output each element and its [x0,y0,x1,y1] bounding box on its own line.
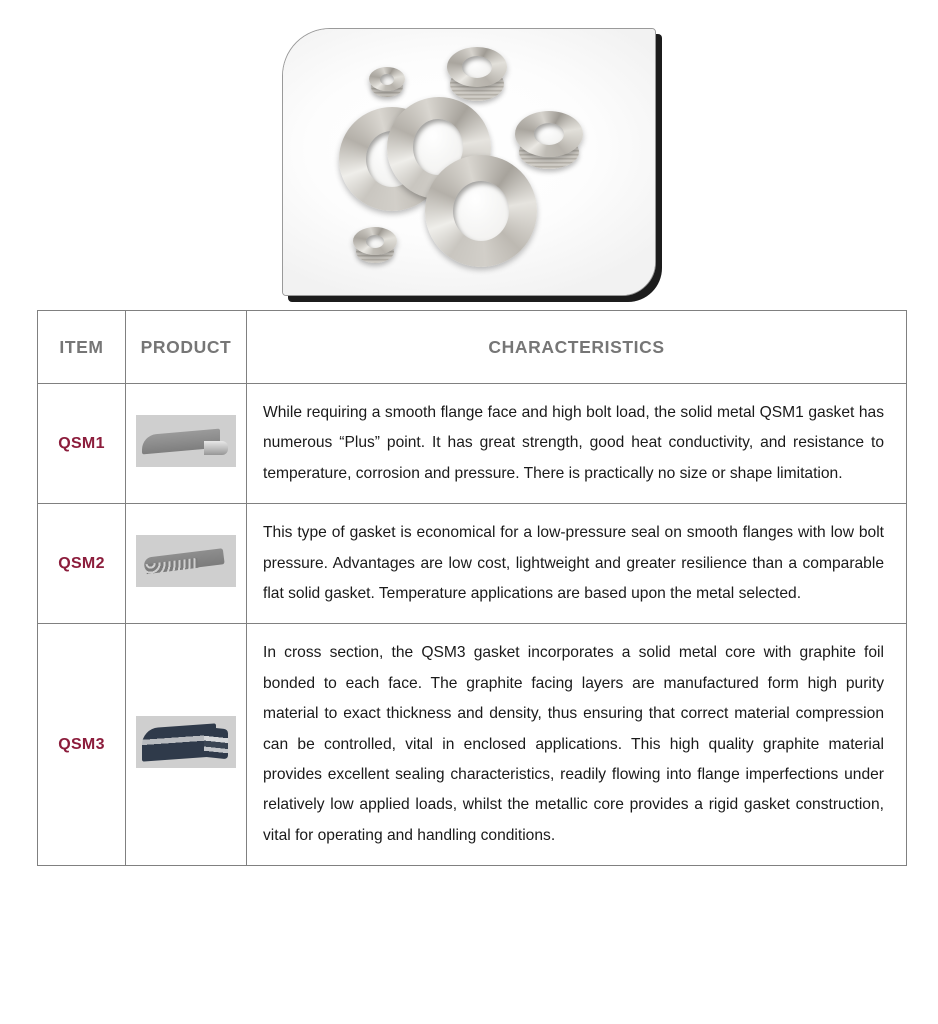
washer-thick-upper-right [447,47,507,105]
item-code-qsm1: QSM1 [38,384,126,504]
gasket-specification-table [37,310,907,866]
characteristics-text-qsm1: While requiring a smooth flange face and high bolt load, the solid metal QSM1 gasket has numerous “Plus” point. It has great strength, good heat conductivity, and resistance to temperature, corrosion and pressure. There is practically no size or shape limitation. [247,384,907,504]
product-thumbnail-cell-qsm1 [126,384,247,504]
table-row [38,624,907,866]
characteristics-text-qsm2: This type of gasket is economical for a low-pressure seal on smooth flanges with low bolt pressure. Advantages are low cost, lightweight and greater resilience than a comparable flat solid gasket. Temperature applications are based upon the metal selected. [247,504,907,624]
table-row [38,504,907,624]
solid-metal-gasket-cross-section-icon [136,415,236,467]
washer-small-upper-left [369,67,405,97]
column-header-characteristics: CHARACTERISTICS [247,311,907,384]
washer-large-front [425,155,537,267]
column-header-item: ITEM [38,311,126,384]
product-photo [282,28,656,296]
table-header-row [38,311,907,384]
specification-table-section [0,310,938,866]
washer-hole [534,123,564,145]
product-photo-frame [282,28,656,296]
corrugated-metal-gasket-cross-section-icon [136,535,236,587]
washer-hole [366,235,384,248]
item-code-qsm2: QSM2 [38,504,126,624]
washer-hole [380,74,394,85]
characteristics-text-qsm3: In cross section, the QSM3 gasket incorporates a solid metal core with graphite foil bonded to each face. The graphite facing layers are manufactured form high purity material to exact thickness and density, thus ensuring that correct material compression can be controlled, vital in enclosed applications. This high quality graphite material provides excellent sealing characteristics, readily flowing into flange imperfections under relatively low applied loads, whilst the metallic core provides a rigid gasket construction, vital for operating and handling conditions. [247,624,907,866]
table-header [38,311,907,384]
item-code-qsm3: QSM3 [38,624,126,866]
washer-small-lower-left [353,227,397,265]
graphite-faced-metal-core-gasket-cross-section-icon [136,716,236,768]
gasket-tip-shape [204,441,228,455]
column-header-product: PRODUCT [126,311,247,384]
washer-medium-right [515,111,583,173]
washer-hole [453,181,509,241]
product-thumbnail-cell-qsm3 [126,624,247,866]
washer-hole [462,56,492,78]
gasket-layered-edge-shape [204,727,228,760]
table-row [38,384,907,504]
table-body [38,384,907,866]
product-thumbnail-cell-qsm2 [126,504,247,624]
hero-image-section [0,0,938,310]
